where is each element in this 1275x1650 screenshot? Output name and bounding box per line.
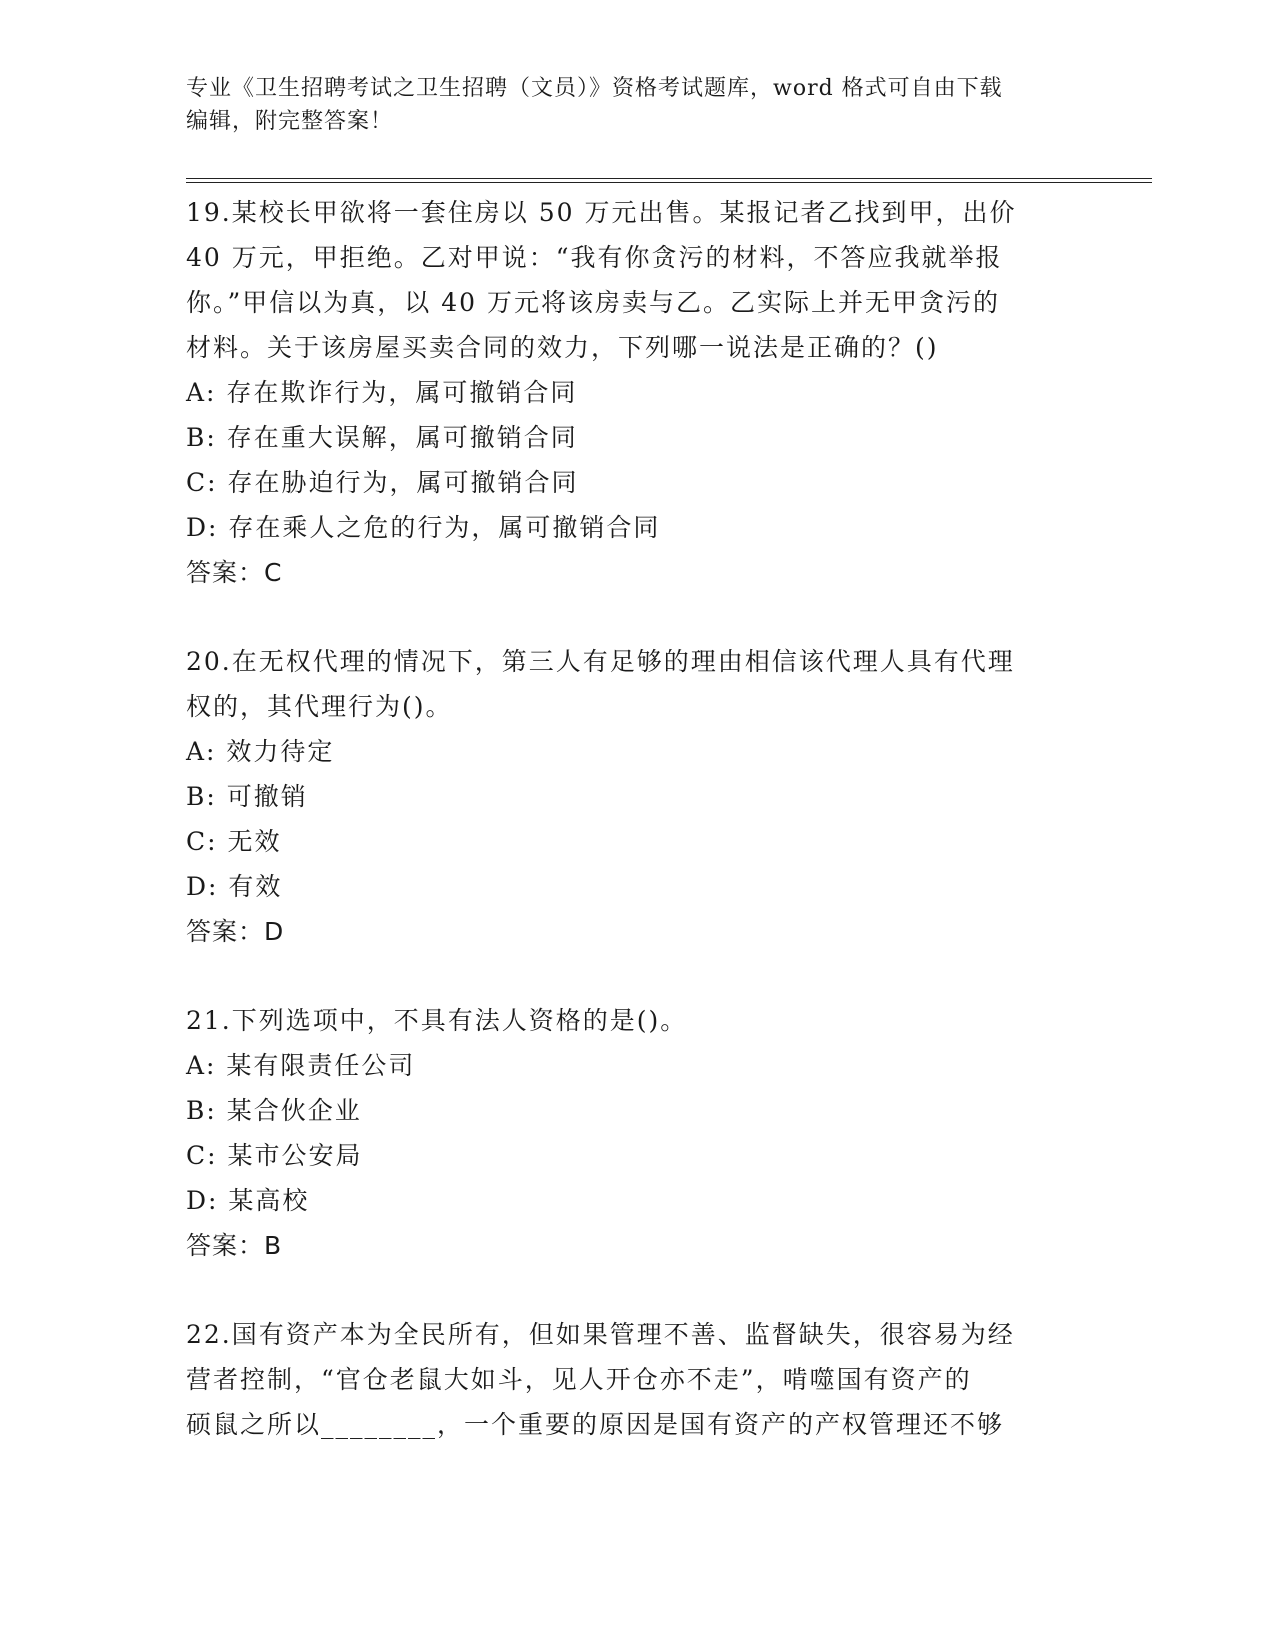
answer: 答案：B xyxy=(186,1231,283,1260)
question-stem-line: 你。”甲信以为真，以 40 万元将该房卖与乙。乙实际上并无甲贪污的 xyxy=(186,288,1000,317)
question-20 xyxy=(186,639,1086,954)
option-a: A: 效力待定 xyxy=(186,737,335,766)
option-b: B: 可撤销 xyxy=(186,782,308,811)
question-stem-line: 材料。关于该房屋买卖合同的效力，下列哪一说法是正确的？() xyxy=(186,333,939,362)
question-stem-line: 40 万元，甲拒绝。乙对甲说：“我有你贪污的材料，不答应我就举报 xyxy=(186,243,1003,272)
question-stem-line: 21.下列选项中，不具有法人资格的是()。 xyxy=(186,1006,688,1035)
option-c: C: 存在胁迫行为，属可撤销合同 xyxy=(186,468,579,497)
question-stem-line: 20.在无权代理的情况下，第三人有足够的理由相信该代理人具有代理 xyxy=(186,647,1015,676)
option-c: C: 无效 xyxy=(186,827,282,856)
answer: 答案：D xyxy=(186,917,285,946)
question-22 xyxy=(186,1312,1086,1447)
option-d: D: 有效 xyxy=(186,872,283,901)
header-line-2: 编辑，附完整答案！ xyxy=(186,109,394,134)
question-list xyxy=(186,190,1086,1491)
option-d: D: 存在乘人之危的行为，属可撤销合同 xyxy=(186,513,661,542)
question-stem-line: 权的，其代理行为()。 xyxy=(186,692,453,721)
option-c: C: 某市公安局 xyxy=(186,1141,363,1170)
option-d: D: 某高校 xyxy=(186,1186,310,1215)
question-19 xyxy=(186,190,1086,595)
question-stem-line: 19.某校长甲欲将一套住房以 50 万元出售。某报记者乙找到甲，出价 xyxy=(186,198,1017,227)
question-stem-line: 硕鼠之所以________，一个重要的原因是国有资产的产权管理还不够 xyxy=(186,1410,1005,1439)
question-stem-line: 营者控制，“官仓老鼠大如斗，见人开仓亦不走”，啃噬国有资产的 xyxy=(186,1365,972,1394)
header-line-1: 专业《卫生招聘考试之卫生招聘（文员）》资格考试题库，word 格式可自由下载 xyxy=(186,76,1003,101)
header-divider-top xyxy=(186,178,1152,179)
option-a: A: 某有限责任公司 xyxy=(186,1051,416,1080)
option-a: A: 存在欺诈行为，属可撤销合同 xyxy=(186,378,578,407)
question-stem-line: 22.国有资产本为全民所有，但如果管理不善、监督缺失，很容易为经 xyxy=(186,1320,1015,1349)
header-divider-bottom xyxy=(186,182,1152,183)
answer: 答案：C xyxy=(186,558,283,587)
question-21 xyxy=(186,998,1086,1268)
option-b: B: 某合伙企业 xyxy=(186,1096,362,1125)
option-b: B: 存在重大误解，属可撤销合同 xyxy=(186,423,578,452)
document-header xyxy=(186,72,1066,138)
